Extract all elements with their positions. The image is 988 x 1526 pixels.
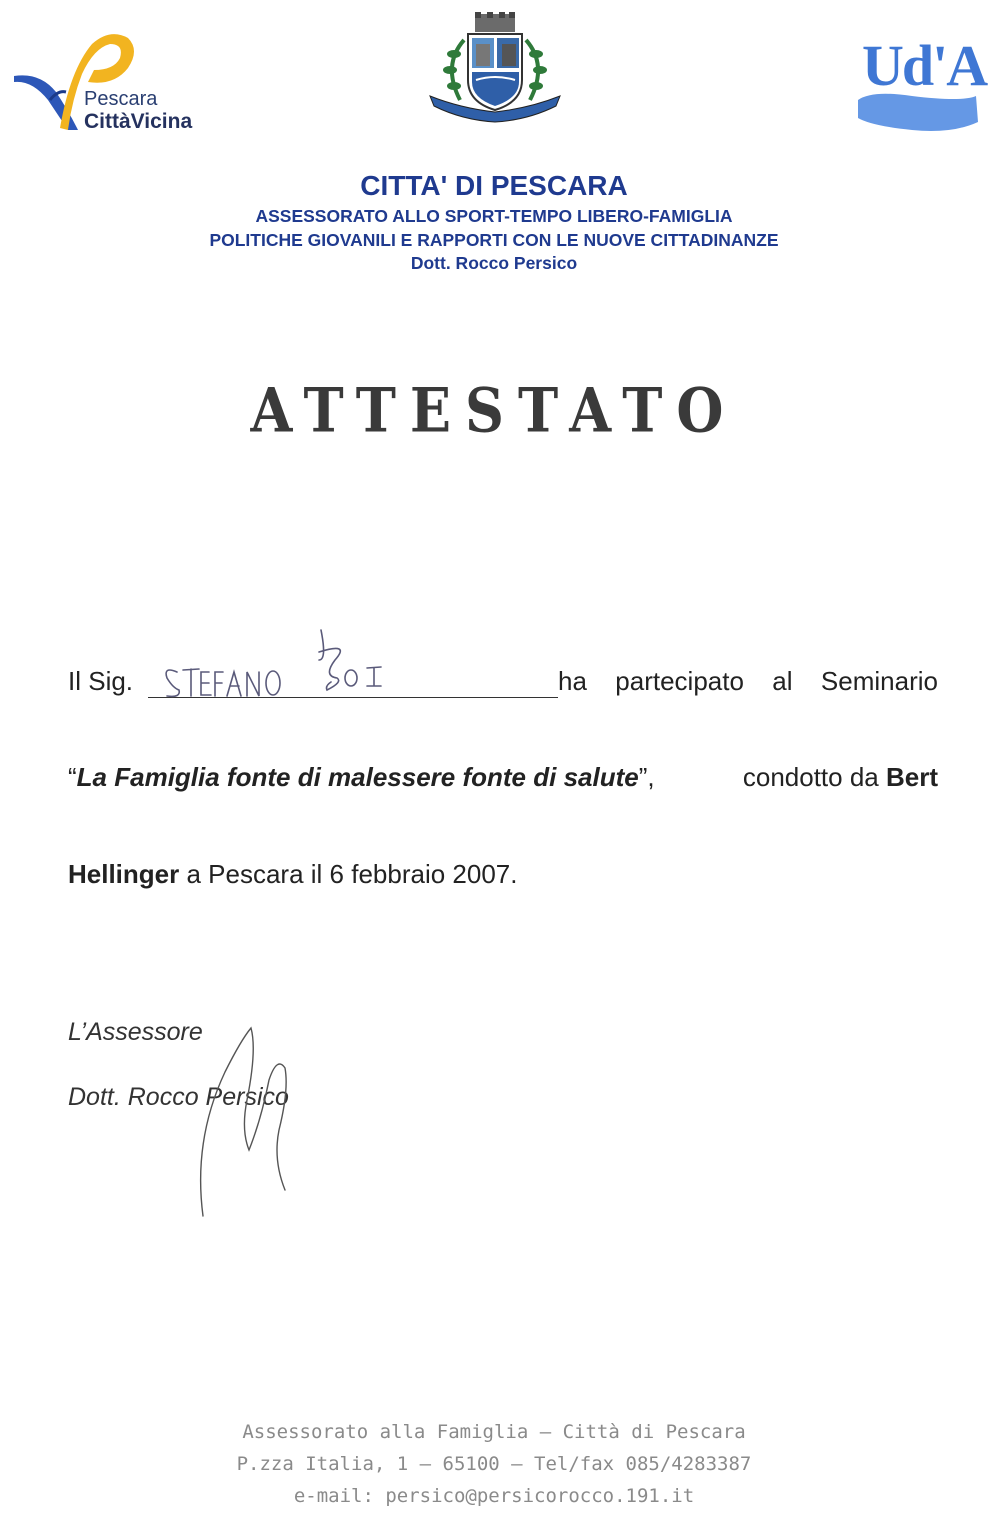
word-partecipato: partecipato	[615, 666, 744, 696]
department-line-2: POLITICHE GIOVANILI E RAPPORTI CON LE NUOVE CITTADINANZE	[209, 230, 779, 250]
conducted-by: condotto da	[742, 762, 879, 792]
word-al: al	[772, 666, 793, 696]
department-line-1: ASSESSORATO ALLO SPORT-TEMPO LIBERO-FAMIGLIA	[255, 206, 733, 226]
footer-address: P.zza Italia, 1 – 65100 – Tel/fax 085/4283387	[236, 1453, 752, 1475]
city-heading: CITTA' DI PESCARA	[360, 170, 628, 201]
signatory-name: Dott. Rocco Persico	[68, 1083, 289, 1111]
seminar-title-wrap: “La Famiglia fonte di malessere fonte di salute”,	[68, 762, 655, 792]
handwritten-signature	[185, 1020, 325, 1230]
speaker-first-name: Bert	[885, 762, 938, 792]
speaker-last-name: Hellinger	[68, 859, 180, 889]
salutation: Il Sig.	[68, 666, 134, 696]
uda-logo	[852, 30, 987, 135]
seminar-line	[68, 762, 938, 793]
pescara-cittavicina-logo	[10, 30, 250, 140]
word-ha: ha	[558, 666, 587, 696]
handwritten-participant-name	[155, 620, 405, 700]
conducted-by-wrap	[743, 762, 938, 793]
place-date: a Pescara il 6 febbraio 2007.	[186, 859, 518, 889]
logo-cittavicina-text: CittàVicina	[84, 110, 193, 133]
seminar-title: La Famiglia fonte di malessere fonte di salute	[76, 762, 639, 792]
uda-logo-text: Ud'A	[862, 33, 987, 98]
footer-email: e-mail: persico@persicorocco.191.it	[293, 1485, 695, 1507]
word-seminario: Seminario	[820, 666, 938, 696]
logo-pescara-text: Pescara	[84, 88, 158, 110]
participation-text	[558, 666, 938, 697]
certificate-title: ATTESTATO	[250, 374, 738, 446]
signatory-role: L’Assessore	[68, 1018, 203, 1046]
footer-department: Assessorato alla Famiglia – Città di Pescara	[242, 1421, 746, 1443]
place-date-line	[68, 859, 517, 890]
city-crest-icon	[420, 10, 570, 130]
official-name: Dott. Rocco Persico	[410, 253, 578, 273]
